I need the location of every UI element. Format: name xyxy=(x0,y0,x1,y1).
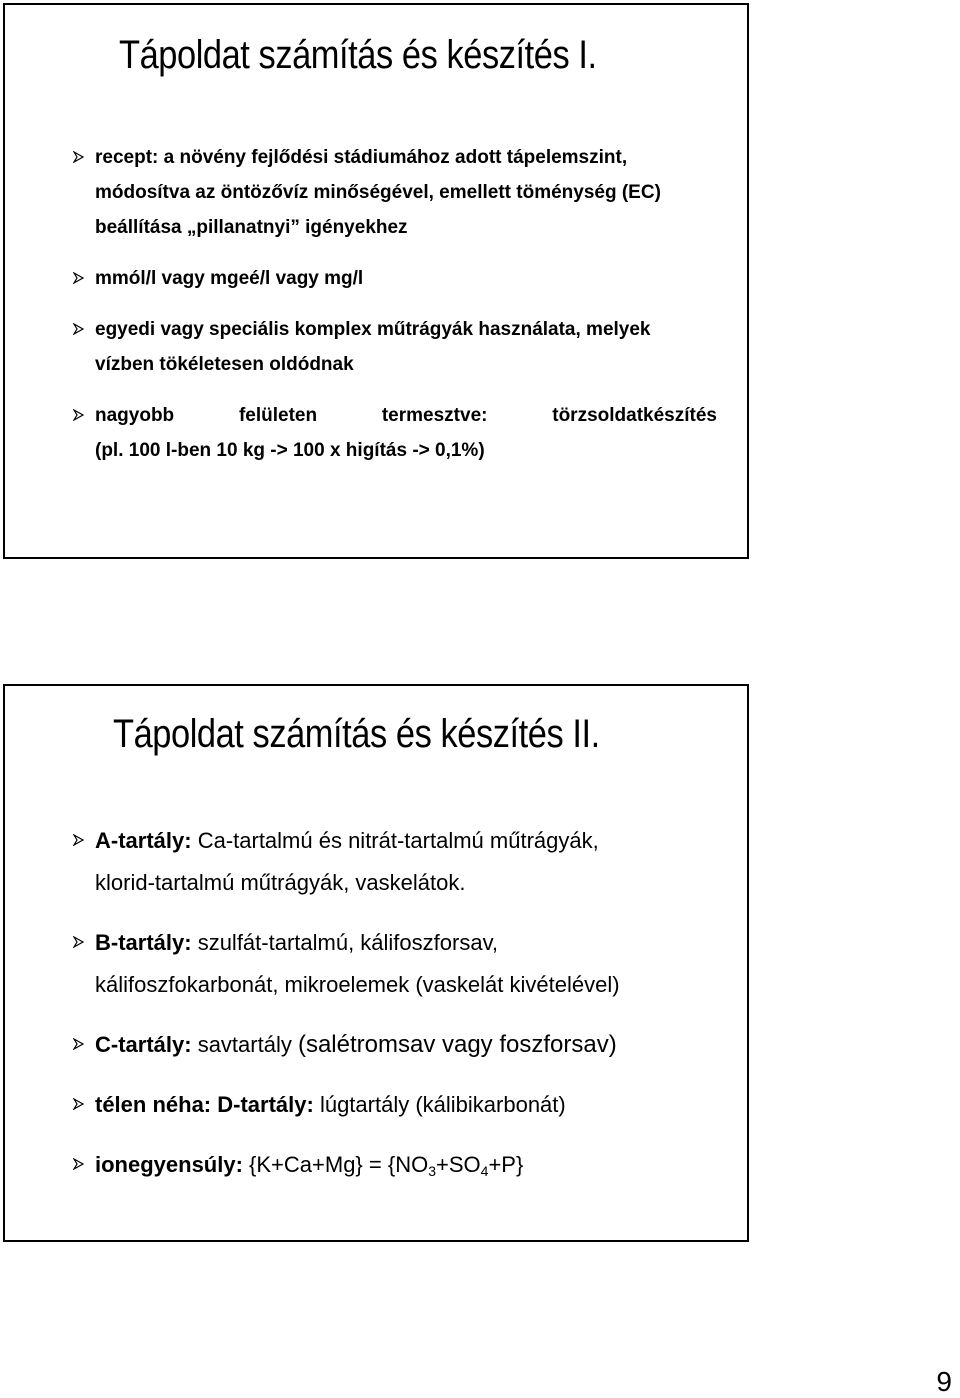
list-item xyxy=(73,1144,733,1186)
list-item xyxy=(73,820,733,904)
list-item xyxy=(73,398,717,468)
tank-label: ionegyensúly: xyxy=(95,1152,243,1177)
formula-subscript: 3 xyxy=(428,1163,436,1179)
arrowhead-bullet-icon xyxy=(73,323,84,335)
bullet-word: törzsoldatkészítés xyxy=(552,405,717,426)
list-item xyxy=(73,1024,733,1066)
bullet-text xyxy=(95,398,717,468)
tank-label: B-tartály: xyxy=(95,930,192,955)
bullet-text-part: (salétromsav vagy foszforsav) xyxy=(297,1031,617,1058)
bullet-line: egyedi vagy speciális komplex műtrágyák használata, melyek xyxy=(95,319,651,340)
bullet-line: vízben tökéletesen oldódnak xyxy=(95,354,354,375)
arrowhead-bullet-icon xyxy=(73,1158,84,1170)
bullet-text xyxy=(95,312,717,382)
slide-2-bullet-list xyxy=(73,820,733,1204)
bullet-word: felületen xyxy=(238,405,318,426)
bullet-word: nagyobb xyxy=(95,405,175,426)
bullet-word: termesztve: xyxy=(381,405,488,426)
tank-label: C-tartály: xyxy=(95,1032,192,1057)
slide-1 xyxy=(3,3,749,559)
tank-label: télen néha: D-tartály: xyxy=(95,1092,314,1117)
list-item xyxy=(73,1084,733,1126)
formula-part: +P} xyxy=(488,1152,524,1177)
list-item xyxy=(73,922,733,1006)
bullet-line: beállítása „pillanatnyi” igényekhez xyxy=(95,217,408,238)
bullet-text-part: Ca-tartalmú és nitrát-tartalmú műtrágyák, xyxy=(191,828,599,853)
bullet-text-part: kálifoszfokarbonát, mikroelemek (vaskelát kivételével) xyxy=(95,972,620,997)
bullet-text xyxy=(95,1024,733,1066)
arrowhead-bullet-icon xyxy=(73,409,84,421)
slide-1-bullet-list xyxy=(73,140,717,484)
formula-part: +SO xyxy=(436,1152,481,1177)
bullet-text xyxy=(95,922,733,1006)
list-item xyxy=(73,140,717,245)
slide-2-title: Tápoldat számítás és készítés II. xyxy=(113,712,600,756)
arrowhead-bullet-icon xyxy=(73,272,84,284)
bullet-text xyxy=(95,140,717,245)
formula-part: {K+Ca+Mg} = {NO xyxy=(242,1152,429,1177)
bullet-line: (pl. 100 l-ben 10 kg -> 100 x higítás -> 0,1%) xyxy=(95,440,485,461)
bullet-text-part: savtartály xyxy=(191,1032,298,1057)
bullet-text xyxy=(95,1144,733,1186)
slide-1-title: Tápoldat számítás és készítés I. xyxy=(119,33,597,77)
bullet-text-part: szulfát-tartalmú, kálifoszforsav, xyxy=(191,930,499,955)
arrowhead-bullet-icon xyxy=(73,834,84,846)
list-item xyxy=(73,261,717,296)
ion-balance-formula xyxy=(243,1152,523,1177)
formula-subscript: 4 xyxy=(480,1163,489,1179)
bullet-text xyxy=(95,820,733,904)
bullet-text xyxy=(95,1084,733,1126)
bullet-line xyxy=(95,398,717,433)
tank-label: A-tartály: xyxy=(95,828,192,853)
page-number: 9 xyxy=(936,1366,952,1397)
arrowhead-bullet-icon xyxy=(73,1038,84,1050)
bullet-text-part: klorid-tartalmú műtrágyák, vaskelátok. xyxy=(95,870,466,895)
arrowhead-bullet-icon xyxy=(73,151,84,163)
bullet-line: módosítva az öntözővíz minőségével, emellett töménység (EC) xyxy=(95,182,661,203)
arrowhead-bullet-icon xyxy=(73,936,84,948)
bullet-text: mmól/l vagy mgeé/l vagy mg/l xyxy=(95,268,364,289)
bullet-line: recept: a növény fejlődési stádiumához adott tápelemszint, xyxy=(95,147,628,168)
arrowhead-bullet-icon xyxy=(73,1098,84,1110)
list-item xyxy=(73,312,717,382)
bullet-text-part: lúgtartály (kálibikarbonát) xyxy=(313,1092,566,1117)
slide-2 xyxy=(3,684,749,1242)
